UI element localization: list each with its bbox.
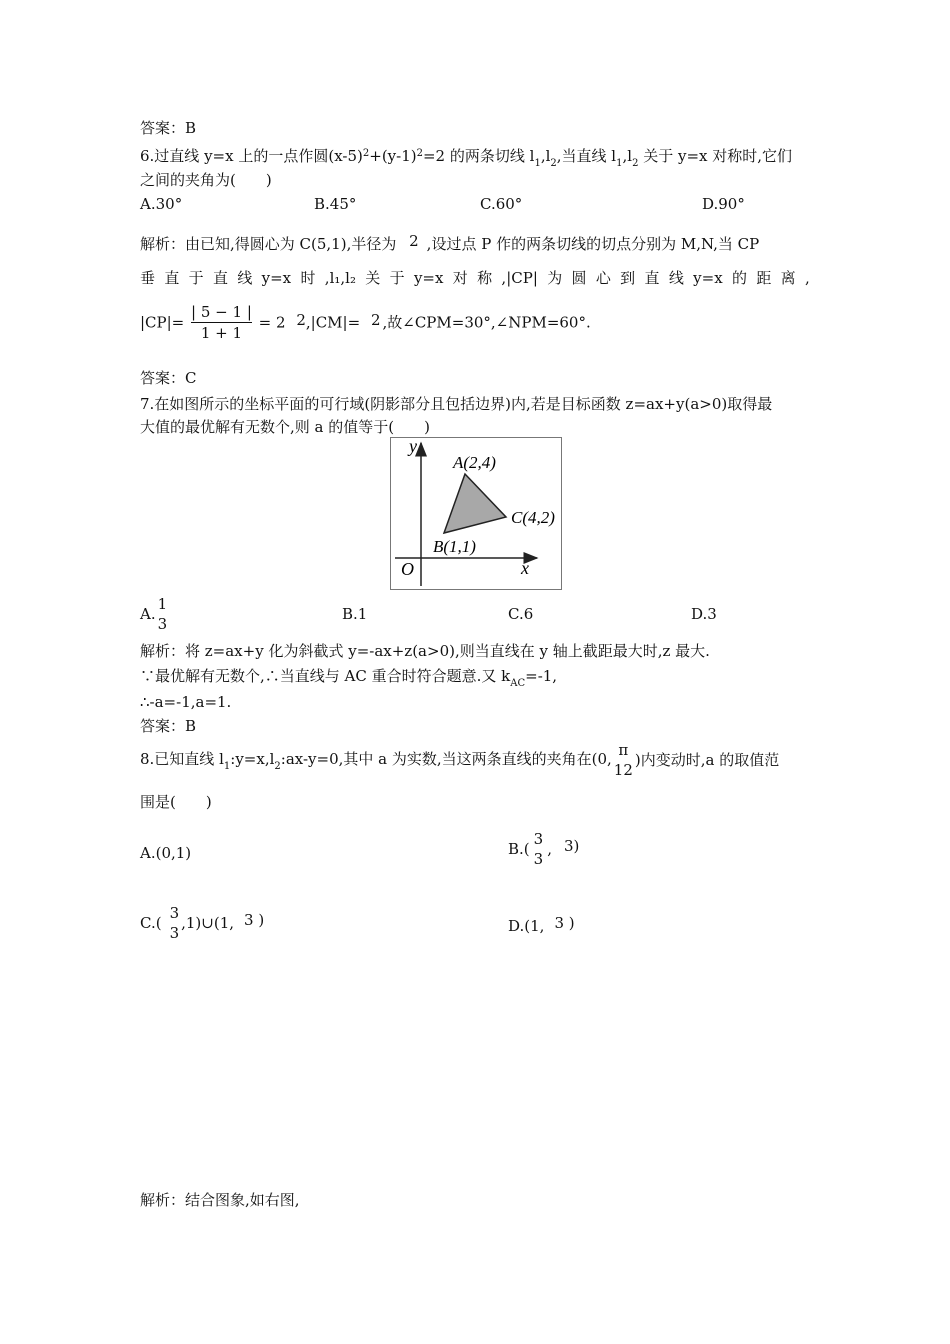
q8-option-a: A.(0,1) [140,844,192,862]
q6-analysis-line1: 解析：由已知,得圆心为 C(5,1),半径为 2 ,设过点 P 作的两条切线的切点分别为 M,N,当 CP [140,232,760,253]
q7-analysis-line2: ∵最优解有无数个,∴当直线与 AC 重合时符合题意.又 $k_{AC}=-1$, [140,667,558,689]
q6-stem-line2: 之间的夹角为( ) [140,171,272,189]
q6-analysis-line2: 垂 直 于 直 线 y=x 时 ,l₁,l₂ 关 于 y=x 对 称 ,|CP| 为 圆 心 到 直 线 y=x 的 距 离 , [140,269,810,287]
q6-answer: 答案：C [140,369,197,387]
q6-option-b: B.45° [314,195,357,213]
q7-option-b: B.1 [342,605,368,623]
q8-option-b: B.( 3 3 , 3) [508,830,580,868]
q6-analysis-line3: |CP|= $\frac{| 5 - 1 |}{1 + 1}$ = 2 2,|CM|= 2 ,故∠CPM=30°,∠NPM=60°. [140,303,591,342]
q8-analysis: 解析：结合图象,如右图, [140,1191,300,1209]
x-axis-label: x [521,558,529,578]
q6-option-d: D.90° [702,195,745,213]
origin-label: O [401,559,414,579]
q6-option-a: A.30° [140,195,183,213]
q7-stem-line1: 7.在如图所示的坐标平面的可行域(阴影部分且包括边界)内,若是目标函数 z=ax+y(a>0)取得最 [140,395,773,413]
coordinate-plot [391,438,561,589]
q6-option-c: C.60° [480,195,523,213]
point-c-label: C(4,2) [511,508,555,527]
feasible-region-figure [390,437,562,590]
fraction-cp: $\frac{| 5 - 1 |}{1 + 1}$ [191,303,252,342]
q7-option-d: D.3 [691,605,717,623]
point-b-label: B(1,1) [433,537,476,556]
point-a-label: A(2,4) [453,453,496,472]
q7-analysis-line3: ∴-a=-1,a=1. [140,693,232,711]
q7-option-a: A. 1 3 [140,595,168,633]
q7-option-c: C.6 [508,605,534,623]
q7-stem-line2: 大值的最优解有无数个,则 a 的值等于( ) [140,418,430,436]
q7-answer: 答案：B [140,717,197,735]
q8-option-c: C.( 3 3 ,1)∪(1, 3 ) [140,904,265,942]
q7-analysis-line1: 解析：将 z=ax+y 化为斜截式 y=-ax+z(a>0),则当直线在 y 轴上截距最大时,z 最大. [140,642,710,660]
q8-stem-line2: 围是( ) [140,793,212,811]
q5-answer: 答案：B [140,119,197,137]
q6-stem-line1: 6.过直线 y=x 上的一点作圆$(x-5)^2+(y-1)^2=2$ 的两条切线 $l_1,l_2$,当直线 $l_1,l_2$ 关于 y=x 对称时,它们 [140,147,793,169]
feasible-region [444,474,506,533]
y-axis-label: y [409,438,417,456]
q8-option-d: D.(1, 3 ) [508,914,575,935]
q8-stem-line1: 8.已知直线 $l_1:y=x,l_2:ax-y=0$,其中 a 为实数,当这两条直线的夹角在(0, π 12 )内变动时,a 的取值范 [140,741,780,779]
